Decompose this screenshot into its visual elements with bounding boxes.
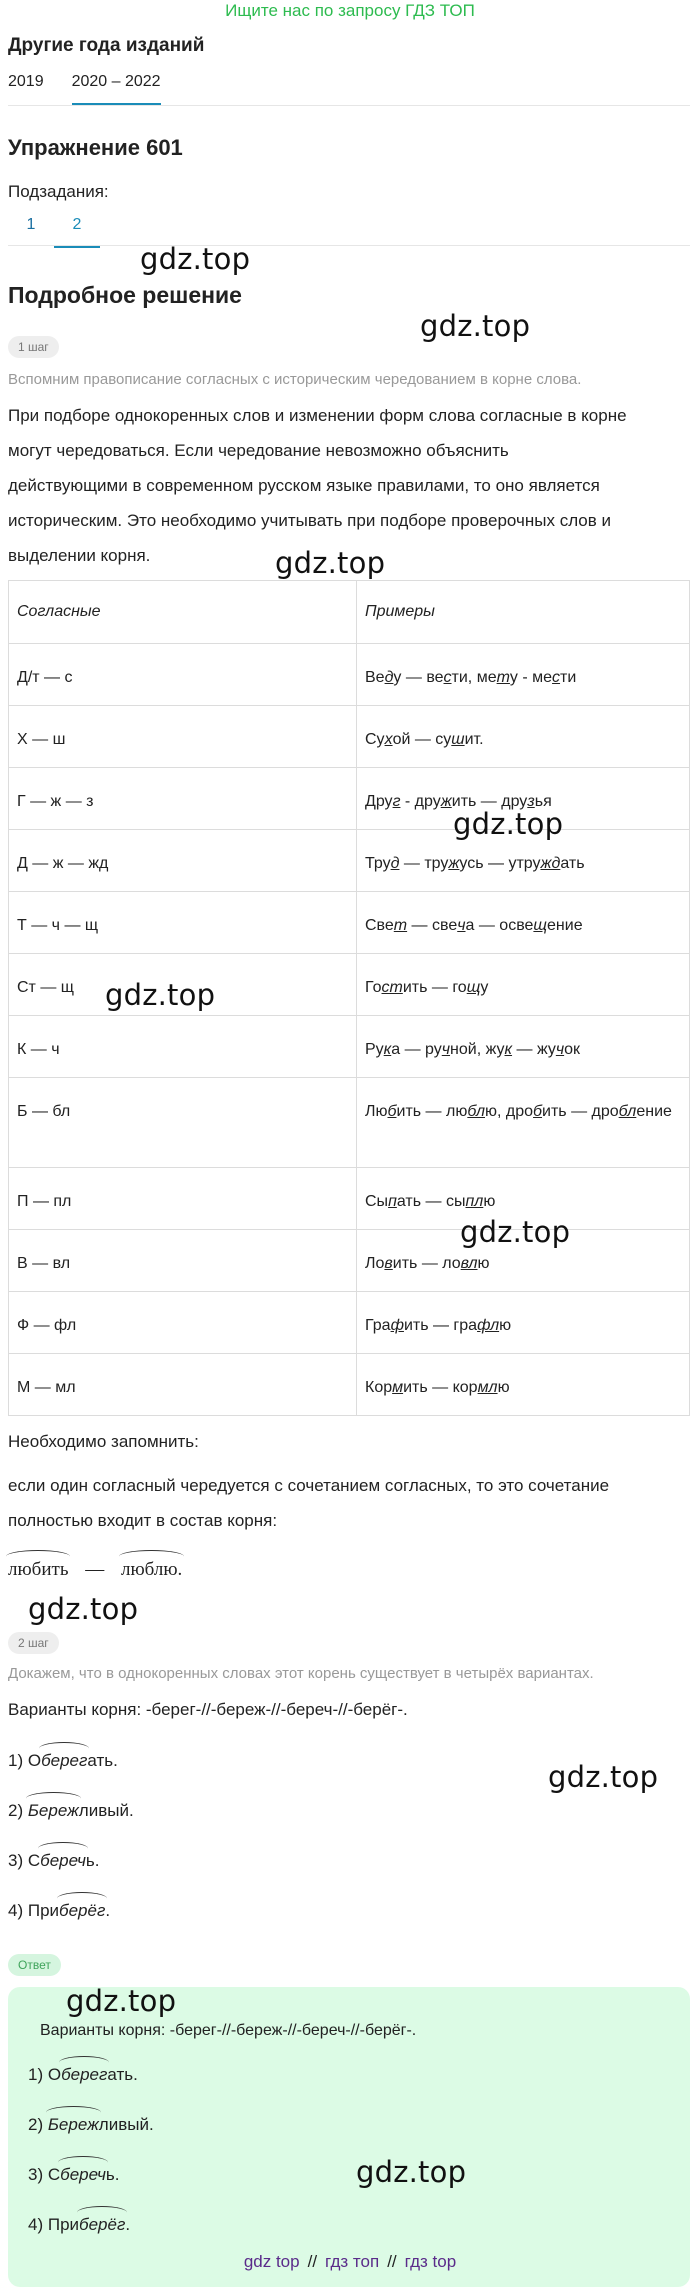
example-cell [357,1078,690,1168]
alternating-letter: ж [440,793,452,810]
root-with-arc: береч [40,1851,86,1870]
example-text: ить — лю [396,1103,468,1120]
text-line: если один согласный чередуется с сочетанием согласных, то это сочетание [8,1476,610,1495]
table-row [9,830,690,892]
example-text: Го [365,979,382,996]
example-cell [357,1292,690,1354]
consonant-cell: П — пл [9,1168,357,1230]
table-row [9,1292,690,1354]
footer-link[interactable]: гдз top [404,2252,457,2271]
alternating-letter: щ [533,917,548,934]
example-text: а — осве [465,917,534,934]
table-row [9,1354,690,1416]
example-cell [357,1354,690,1416]
example-text: ю, дро [485,1103,534,1120]
word-part: ливый. [98,2115,154,2134]
alternating-letter: м [392,1379,404,1396]
remember-example [8,1559,690,1581]
example-text: а — ру [391,1041,442,1058]
example-text: ить — ло [392,1255,461,1272]
item-number: 1) [28,2065,48,2084]
example-text: ю [499,1317,512,1334]
alternating-letter: в [384,1255,393,1272]
alternating-letter: ч [457,917,466,934]
example-text: ить — кор [403,1379,478,1396]
item-number: 2) [8,1801,28,1820]
example-text: ить — дро [542,1103,619,1120]
example-cell [357,1016,690,1078]
example-text: Ру [365,1041,384,1058]
example-text: Сы [365,1193,389,1210]
consonant-cell: Ст — щ [9,954,357,1016]
alternating-letter: ч [441,1041,451,1058]
item-number: 4) [28,2215,48,2234]
alternating-letter: х [384,731,393,748]
watermark: gdz.top [105,978,216,1012]
example-text: ать — сы [396,1193,466,1210]
example-text: ит. [464,731,484,748]
word-part: При [27,1901,60,1920]
watermark: gdz.top [420,309,531,343]
consonant-cell: Т — ч — щ [9,892,357,954]
example-text: у — ве [393,669,444,686]
year-tabs [8,73,690,105]
consonant-cell: Ф — фл [9,1292,357,1354]
root-with-arc: Береж [47,2115,99,2134]
item-number: 1) [8,1751,28,1770]
watermark: gdz.top [28,1592,139,1626]
alternating-letter: с [552,669,561,686]
exercise-title: Упражнение 601 [8,135,183,160]
example-text: ой — су [392,731,452,748]
step-2-badge: 2 шаг [8,1632,59,1654]
example-text: у [480,979,489,996]
alternating-letter: т [393,917,408,934]
other-years-title: Другие года изданий [8,35,205,56]
example-text: ти, ме [451,669,497,686]
subtask-tab-2[interactable]: 2 [54,216,100,248]
remember-title: Необходимо запомнить: [8,1432,199,1451]
item-number: 3) [8,1851,28,1870]
table-row [9,1230,690,1292]
table-header-consonants: Согласные [9,581,357,644]
answer-badge: Ответ [8,1954,61,1976]
alternating-letter: ж [448,855,460,872]
example-text: ить — гра [403,1317,478,1334]
example-text: Кор [365,1379,393,1396]
example-text: Ве [365,669,385,686]
example-text: ю [477,1255,490,1272]
word-part: О [27,1751,42,1770]
watermark: gdz.top [66,1984,177,2018]
word-part: О [47,2065,62,2084]
example-cell [357,706,690,768]
step-1-hint: Вспомним правописание согласных с историческим чередованием в корне слова. [8,371,582,388]
example-dash: — [85,1559,105,1580]
example-text: ю [483,1193,496,1210]
example-text: ать [560,855,585,872]
root-with-arc: берег [41,1751,88,1770]
alternating-letter: г [392,793,401,810]
consonant-cell: Г — ж — з [9,768,357,830]
example-cell [357,644,690,706]
example-text: Све [365,917,394,934]
table-row [9,1078,690,1168]
footer-link[interactable]: gdz top [243,2252,300,2271]
word-part: . [125,2215,131,2234]
watermark: gdz.top [140,242,251,276]
text-line: При подборе однокоренных слов и изменении форм слова согласные в корне [8,406,627,425]
alternating-letter: жд [540,855,561,872]
watermark: gdz.top [548,1760,659,1794]
example-text: — тру [399,855,449,872]
word-part: ать. [87,1751,118,1770]
example-text: Тру [365,855,391,872]
table-row [9,1168,690,1230]
text-line: полностью входит в состав корня: [8,1511,278,1530]
footer-links [0,2252,700,2272]
root-with-arc: берёг [59,1901,106,1920]
step-2-hint: Докажем, что в однокоренных словах этот корень существует в четырёх вариантах. [8,1665,594,1682]
alternating-letter: з [527,793,535,810]
root-variant-item [28,2165,120,2185]
word-part: С [27,1851,41,1870]
example-word-a: любить [8,1559,69,1580]
alternating-letter: б [387,1103,397,1120]
word-part: ливый. [78,1801,134,1820]
root-variant-item [28,2215,130,2235]
table-header-row [9,581,690,644]
alternating-letter: к [383,1041,392,1058]
consonant-cell: В — вл [9,1230,357,1292]
alternating-letter: ф [390,1317,404,1334]
watermark: gdz.top [460,1215,571,1249]
root-with-arc: береч [60,2165,106,2184]
table-row [9,768,690,830]
table-row [9,892,690,954]
alternating-letter: п [388,1193,397,1210]
table-row [9,706,690,768]
example-text: усь — утру [459,855,541,872]
remember-text [8,1468,690,1538]
answer-box [8,1987,690,2287]
word-part: ь. [85,1851,100,1870]
consonant-cell: К — ч [9,1016,357,1078]
consonant-cell: Д/т — с [9,644,357,706]
root-with-arc: берег [61,2065,108,2084]
step-2-variants: Варианты корня: -берег-//-береж-//-береч-//-берёг-. [8,1700,408,1719]
word-part: ать. [107,2065,138,2084]
year-tab-2020-2022[interactable]: 2020 – 2022 [72,73,161,105]
example-text: ение [547,917,583,934]
text-line: могут чередоваться. Если чередование невозможно объяснить [8,441,509,460]
example-text: Дру [365,793,393,810]
solution-title: Подробное решение [8,282,242,308]
footer-separator: // [387,2252,397,2271]
example-text: Ло [365,1255,385,1272]
subtask-tab-1[interactable]: 1 [26,216,36,233]
alternating-letter: ст [381,979,403,996]
example-text: ить — го [402,979,467,996]
word-part: . [105,1901,111,1920]
watermark: gdz.top [356,2155,467,2189]
alternating-letter: д [390,855,400,872]
footer-separator: // [307,2252,318,2271]
example-text: ной, жу [450,1041,505,1058]
alternating-letter: бл [618,1103,637,1120]
divider [8,105,690,106]
table-row [9,644,690,706]
text-line: историческим. Это необходимо учитывать при подборе проверочных слов и [8,511,612,530]
root-variant-item [28,2115,154,2135]
item-number: 3) [28,2165,48,2184]
consonant-cell: М — мл [9,1354,357,1416]
example-text: Лю [365,1103,388,1120]
alternating-letter: щ [466,979,481,996]
example-cell [357,892,690,954]
alternating-letter: ш [451,731,465,748]
subtask-tabs [8,216,690,248]
alternating-letter: с [443,669,452,686]
table-header-examples: Примеры [357,581,690,644]
example-text: Гра [365,1317,391,1334]
root-variant-item [8,1751,118,1771]
top-search-link[interactable]: Ищите нас по запросу ГДЗ ТОП [225,1,475,20]
alternating-letter: ч [555,1041,565,1058]
example-text: Су [365,731,385,748]
item-number: 2) [28,2115,48,2134]
example-cell [357,954,690,1016]
root-with-arc: Береж [27,1801,79,1820]
alternating-letter: вл [460,1255,478,1272]
example-text: ю [497,1379,510,1396]
root-variant-item [28,2065,138,2085]
item-number: 4) [8,1901,28,1920]
example-text: ок [564,1041,581,1058]
alternating-letter: фл [477,1317,500,1334]
consonant-cell: Д — ж — жд [9,830,357,892]
alternating-letter: пл [465,1193,484,1210]
example-text: - дру [400,793,441,810]
root-variant-item [8,1901,110,1921]
example-text: ить — дру [451,793,528,810]
consonant-cell: Б — бл [9,1078,357,1168]
alternating-letter: д [384,669,394,686]
step-1-badge: 1 шаг [8,336,59,358]
example-text: ья [534,793,552,810]
example-text: ти [560,669,577,686]
example-text: ение [636,1103,672,1120]
text-line: действующими в современном русском языке правилами, то оно является [8,476,600,495]
footer-link[interactable]: гдз топ [325,2252,380,2271]
alternating-letter: мл [477,1379,498,1396]
word-part: С [47,2165,61,2184]
consonant-cell: Х — ш [9,706,357,768]
root-with-arc: берёг [79,2215,126,2234]
watermark: gdz.top [453,807,564,841]
text-line: выделении корня. [8,546,151,565]
answer-variants: Варианты корня: -берег-//-береж-//-береч-//-берёг-. [40,2022,417,2039]
table-row [9,1016,690,1078]
example-text: у - ме [509,669,553,686]
root-variant-item [8,1801,134,1821]
subtasks-label: Подзадания: [8,182,109,201]
example-text: — жу [512,1041,556,1058]
other-years-section [8,35,690,57]
alternating-letter: т [496,669,510,686]
alternating-letter: к [504,1041,513,1058]
example-word-b: люблю. [120,1559,183,1580]
alternating-letter: бл [467,1103,485,1120]
example-text: — све [407,917,458,934]
divider [8,245,690,246]
alternating-letter: б [533,1103,543,1120]
year-tab-2019[interactable]: 2019 [8,73,44,90]
root-variant-item [8,1851,100,1871]
word-part: При [47,2215,80,2234]
word-part: ь. [105,2165,120,2184]
watermark: gdz.top [275,546,386,580]
